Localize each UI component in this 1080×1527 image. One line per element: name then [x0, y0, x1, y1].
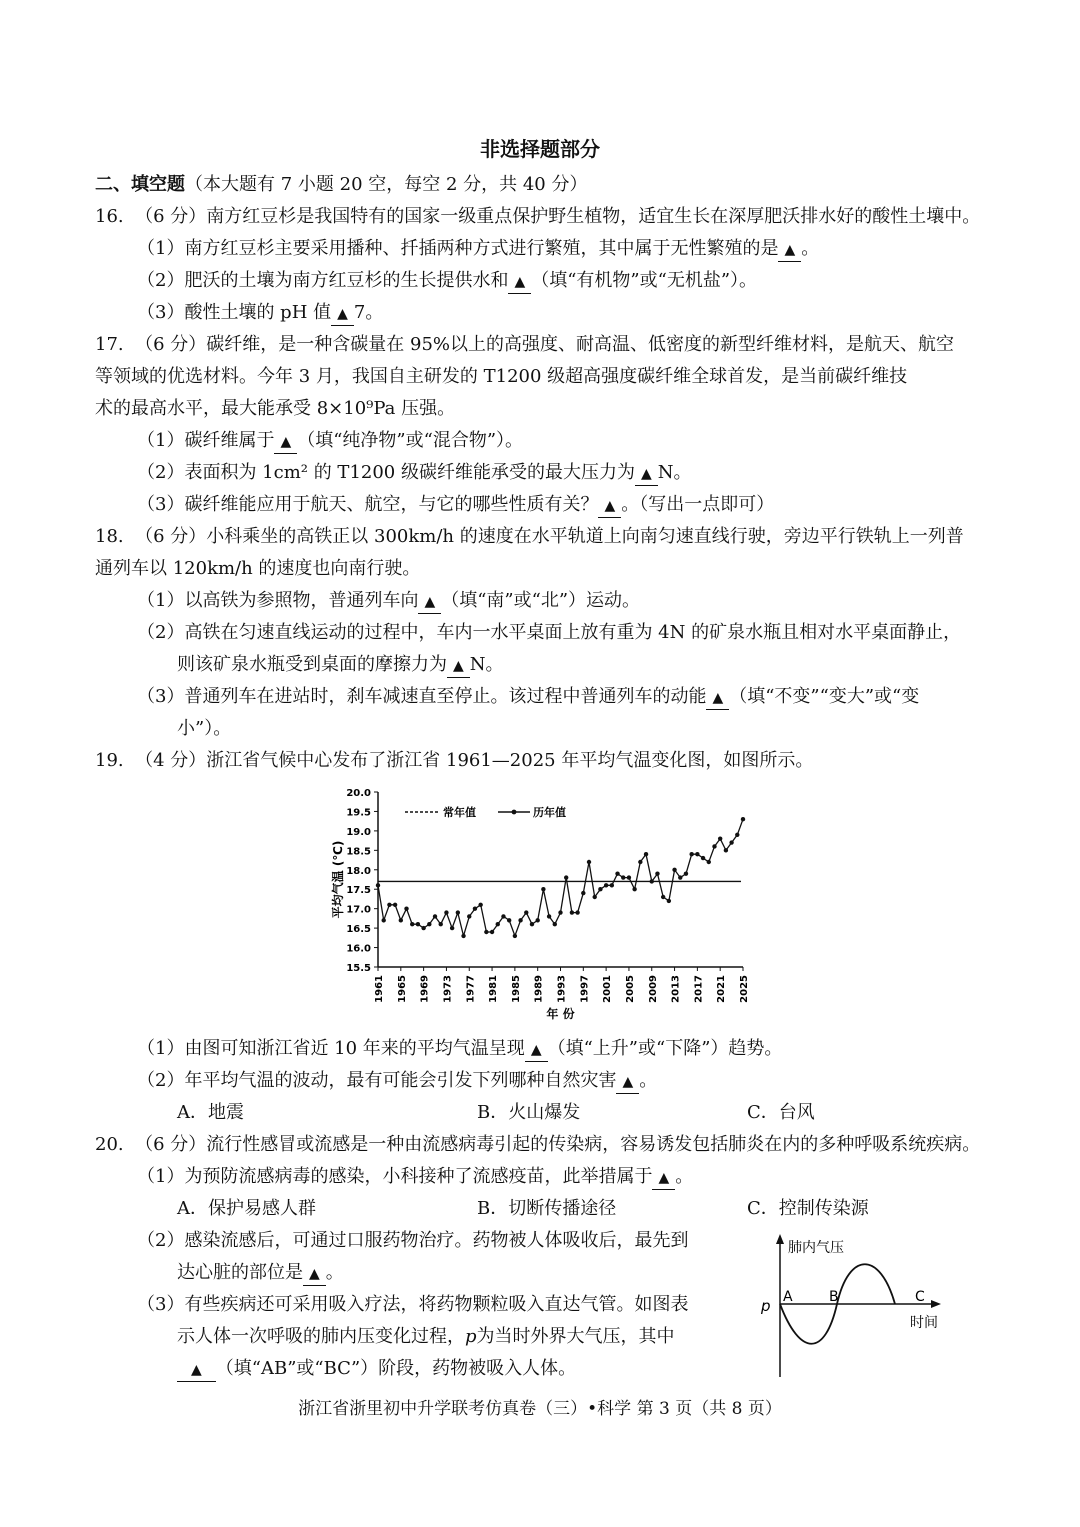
x-tick-label: 2001 — [602, 975, 614, 1003]
x-axis-title: 时间 — [910, 1315, 938, 1331]
data-point — [638, 860, 642, 864]
answer-blank[interactable]: ▲ — [274, 430, 297, 454]
data-point — [741, 817, 745, 821]
data-point — [570, 910, 574, 914]
data-point — [678, 875, 682, 879]
x-tick-label: 1961 — [374, 975, 385, 1003]
y-tick-label: 16.5 — [346, 924, 371, 936]
data-point — [661, 895, 665, 899]
data-point — [524, 910, 528, 914]
data-point — [667, 899, 671, 903]
data-point — [387, 903, 391, 907]
q20-option-c[interactable]: C．控制传染源 — [747, 1198, 869, 1219]
x-tick-label: 1973 — [442, 975, 454, 1003]
q16-part2: （2）肥沃的土壤为南方红豆杉的生长提供水和 ▲ （填“有机物”或“无机盐”）。 — [137, 270, 757, 294]
x-tick-label: 2005 — [624, 975, 636, 1003]
data-point — [701, 856, 705, 860]
q20-part1: （1）为预防流感病毒的感染，小科接种了流感疫苗，此举措属于 ▲ 。 — [137, 1166, 693, 1190]
data-point — [553, 922, 557, 926]
data-point — [433, 914, 437, 918]
x-tick-label: 2025 — [739, 975, 750, 1003]
point-b-label: B — [829, 1289, 839, 1305]
data-point — [712, 844, 716, 848]
data-point — [450, 926, 454, 930]
q19-part2: （2）年平均气温的波动，最有可能会引发下列哪种自然灾害 ▲ 。 — [137, 1070, 657, 1094]
x-tick-label: 1969 — [419, 975, 431, 1003]
x-tick-label: 1989 — [533, 975, 545, 1003]
q20-option-a[interactable]: A．保护易感人群 — [177, 1198, 316, 1219]
data-point — [735, 833, 739, 837]
data-point — [399, 918, 403, 922]
q16-part3: （3）酸性土壤的 pH 值 ▲ 7。 — [137, 302, 383, 326]
section-note: （本大题有 7 小题 20 空，每空 2 分，共 40 分） — [185, 174, 588, 195]
q17-intro-line1: 17. （6 分）碳纤维，是一种含碳量在 95%以上的高强度、耐高温、低密度的新型纤维材料，是航天、航空 — [95, 334, 954, 355]
data-point — [587, 860, 591, 864]
q18-part2-line1: （2）高铁在匀速直线运动的过程中，车内一水平桌面上放有重为 4N 的矿泉水瓶且相对水平桌面静止， — [137, 622, 962, 643]
q19-option-b[interactable]: B．火山爆发 — [477, 1102, 581, 1123]
q17-intro-line3: 术的最高水平，最大能承受 8×10⁹Pa 压强。 — [95, 398, 456, 419]
question-number: 17. — [95, 334, 124, 355]
y-tick-label: 19.0 — [346, 826, 371, 838]
data-point — [632, 887, 636, 891]
data-point — [382, 918, 386, 922]
data-point — [530, 922, 534, 926]
data-point — [621, 875, 625, 879]
data-point — [518, 918, 522, 922]
legend-history-marker — [512, 810, 517, 815]
data-point — [655, 871, 659, 875]
answer-blank[interactable]: ▲ — [177, 1358, 216, 1382]
y-tick-label: 16.0 — [346, 943, 371, 955]
answer-blank[interactable]: ▲ — [303, 1262, 326, 1286]
data-point — [707, 860, 711, 864]
answer-blank[interactable]: ▲ — [508, 270, 531, 294]
data-point — [535, 918, 539, 922]
x-tick-label: 1997 — [579, 975, 591, 1003]
data-point — [695, 852, 699, 856]
answer-blank[interactable]: ▲ — [525, 1038, 548, 1062]
data-point — [718, 836, 722, 840]
q19-intro: 19. （4 分）浙江省气候中心发布了浙江省 1961—2025 年平均气温变化图，如图所示。 — [95, 750, 814, 771]
data-point — [461, 934, 465, 938]
data-point — [473, 906, 477, 910]
data-point — [410, 922, 414, 926]
data-point — [404, 906, 408, 910]
q17-part1: （1）碳纤维属于 ▲ （填“纯净物”或“混合物”）。 — [137, 430, 523, 454]
history-line — [378, 819, 743, 936]
data-point — [547, 914, 551, 918]
data-point — [689, 852, 693, 856]
data-point — [598, 887, 602, 891]
x-axis-label: 年 份 — [546, 1007, 575, 1021]
q19-part1: （1）由图可知浙江省近 10 年来的平均气温呈现 ▲ （填“上升”或“下降”）趋势。 — [137, 1038, 782, 1062]
q18-part3-line1: （3）普通列车在进站时，刹车减速直至停止。该过程中普通列车的动能 ▲ （填“不变”“变大”或“变 — [137, 686, 919, 710]
q18-part3-line2: 小”）。 — [177, 718, 232, 739]
y-axis-label: 平均气温 (℃) — [331, 840, 345, 919]
q18-part2-line2: 则该矿泉水瓶受到桌面的摩擦力为 ▲ N。 — [177, 654, 504, 678]
data-point — [581, 891, 585, 895]
data-point — [541, 887, 545, 891]
data-point — [575, 910, 579, 914]
answer-blank[interactable]: ▲ — [616, 1070, 639, 1094]
data-point — [496, 922, 500, 926]
data-point — [672, 868, 676, 872]
x-tick-label: 2021 — [716, 975, 728, 1003]
data-point — [513, 934, 517, 938]
x-tick-label: 1977 — [465, 975, 477, 1003]
x-tick-label: 2009 — [647, 975, 659, 1003]
question-text: （6 分）南方红豆杉是我国特有的国家一级重点保护野生植物，适宜生长在深厚肥沃排水好的酸性土壤中。 — [135, 206, 981, 227]
page-title: 非选择题部分 — [480, 137, 600, 161]
q20-part3-line2: 示人体一次呼吸的肺内压变化过程，p为当时外界大气压，其中 — [177, 1326, 675, 1347]
y-axis-arrow — [776, 1234, 784, 1244]
temperature-line-chart — [300, 782, 780, 1032]
x-tick-label: 1993 — [556, 975, 568, 1003]
q17-part2: （2）表面积为 1cm² 的 T1200 级碳纤维能承受的最大压力为 ▲ N。 — [137, 462, 692, 486]
data-point — [684, 871, 688, 875]
data-point — [610, 883, 614, 887]
data-point — [376, 883, 380, 887]
y-axis-title: 肺内气压 — [788, 1240, 844, 1256]
data-point — [644, 852, 648, 856]
question-number: 18. — [95, 526, 124, 547]
q16-intro — [95, 206, 980, 228]
data-point — [393, 903, 397, 907]
data-point — [456, 910, 460, 914]
answer-blank[interactable]: ▲ — [598, 494, 621, 518]
data-point — [604, 883, 608, 887]
history-series — [376, 817, 745, 938]
y-tick-label: 19.5 — [346, 807, 371, 819]
x-tick-label: 1985 — [510, 975, 522, 1003]
data-point — [478, 903, 482, 907]
p-label: p — [761, 1297, 771, 1315]
y-tick-label: 15.5 — [346, 963, 371, 974]
data-point — [650, 879, 654, 883]
x-tick-label: 1981 — [488, 975, 500, 1003]
x-tick-label: 2017 — [693, 975, 705, 1003]
y-tick-label: 20.0 — [346, 788, 371, 799]
data-point — [627, 875, 631, 879]
y-tick-label: 18.0 — [346, 865, 371, 877]
section-label: 二、填空题 — [95, 174, 185, 195]
question-number: 19. — [95, 750, 124, 771]
chart-legend — [405, 805, 566, 819]
data-point — [416, 922, 420, 926]
x-axis-arrow — [931, 1300, 941, 1308]
answer-blank[interactable]: ▲ — [778, 238, 801, 262]
x-tick-label: 2013 — [670, 975, 682, 1003]
data-point — [439, 922, 443, 926]
q20-part3-line3: ▲ （填“AB”或“BC”）阶段，药物被吸入人体。 — [177, 1358, 576, 1382]
q17-part3: （3）碳纤维能应用于航天、航空，与它的哪些性质有关？ ▲ 。（写出一点即可） — [137, 494, 774, 518]
answer-blank[interactable]: ▲ — [331, 302, 354, 326]
chart-ticks — [346, 788, 750, 1003]
question-number: 20. — [95, 1134, 124, 1155]
lung-pressure-diagram — [755, 1232, 955, 1382]
q20-part2-line2: 达心脏的部位是 ▲ 。 — [177, 1262, 344, 1286]
data-point — [501, 914, 505, 918]
q18-intro-line2: 通列车以 120km/h 的速度也向南行驶。 — [95, 558, 421, 579]
q20-part3-line1: （3）有些疾病还可采用吸入疗法，将药物颗粒吸入直达气管。如图表 — [137, 1294, 689, 1315]
answer-blank[interactable]: ▲ — [447, 654, 470, 678]
data-point — [427, 922, 431, 926]
data-point — [421, 926, 425, 930]
q16-part1: （1）南方红豆杉主要采用播种、扦插两种方式进行繁殖，其中属于无性繁殖的是 ▲ 。 — [137, 238, 819, 262]
q18-intro-line1: 18. （6 分）小科乘坐的高铁正以 300km/h 的速度在水平轨道上向南匀速直线行驶，旁边平行铁轨上一列普 — [95, 526, 964, 547]
legend-normal-label: 常年值 — [443, 806, 476, 819]
q20-part2-line1: （2）感染流感后，可通过口服药物治疗。药物被人体吸收后，最先到 — [137, 1230, 689, 1251]
data-point — [593, 895, 597, 899]
answer-blank[interactable]: ▲ — [635, 462, 658, 486]
x-tick-label: 1965 — [396, 975, 408, 1003]
answer-blank[interactable]: ▲ — [652, 1166, 675, 1190]
point-c-label: C — [915, 1289, 925, 1305]
y-tick-label: 17.0 — [346, 904, 371, 916]
q19-option-a[interactable]: A．地震 — [177, 1102, 244, 1123]
question-number: 16. — [95, 206, 124, 227]
legend-history-label: 历年值 — [533, 806, 566, 819]
section-heading — [95, 174, 588, 196]
data-point — [615, 871, 619, 875]
q20-intro: 20. （6 分）流行性感冒或流感是一种由流感病毒引起的传染病，容易诱发包括肺炎在内的多种呼吸系统疾病。 — [95, 1134, 981, 1155]
data-point — [484, 930, 488, 934]
data-point — [724, 848, 728, 852]
data-point — [467, 914, 471, 918]
answer-blank[interactable]: ▲ — [418, 590, 441, 614]
q19-option-c[interactable]: C．台风 — [747, 1102, 815, 1123]
point-a-label: A — [783, 1289, 793, 1305]
y-tick-label: 18.5 — [346, 846, 371, 858]
q17-intro-line2: 等领域的优选材料。今年 3 月，我国自主研发的 T1200 级超高强度碳纤维全球首发，是当前碳纤维技 — [95, 366, 908, 387]
answer-blank[interactable]: ▲ — [706, 686, 729, 710]
data-point — [444, 910, 448, 914]
data-point — [507, 918, 511, 922]
q20-option-b[interactable]: B．切断传播途径 — [477, 1198, 617, 1219]
data-point — [729, 840, 733, 844]
y-tick-label: 17.5 — [346, 885, 371, 897]
data-point — [558, 910, 562, 914]
data-point — [564, 875, 568, 879]
page-footer: 浙江省浙里初中升学联考仿真卷（三）•科学 第 3 页（共 8 页） — [298, 1399, 782, 1419]
data-point — [490, 930, 494, 934]
q18-part1: （1）以高铁为参照物，普通列车向 ▲ （填“南”或“北”）运动。 — [137, 590, 640, 614]
